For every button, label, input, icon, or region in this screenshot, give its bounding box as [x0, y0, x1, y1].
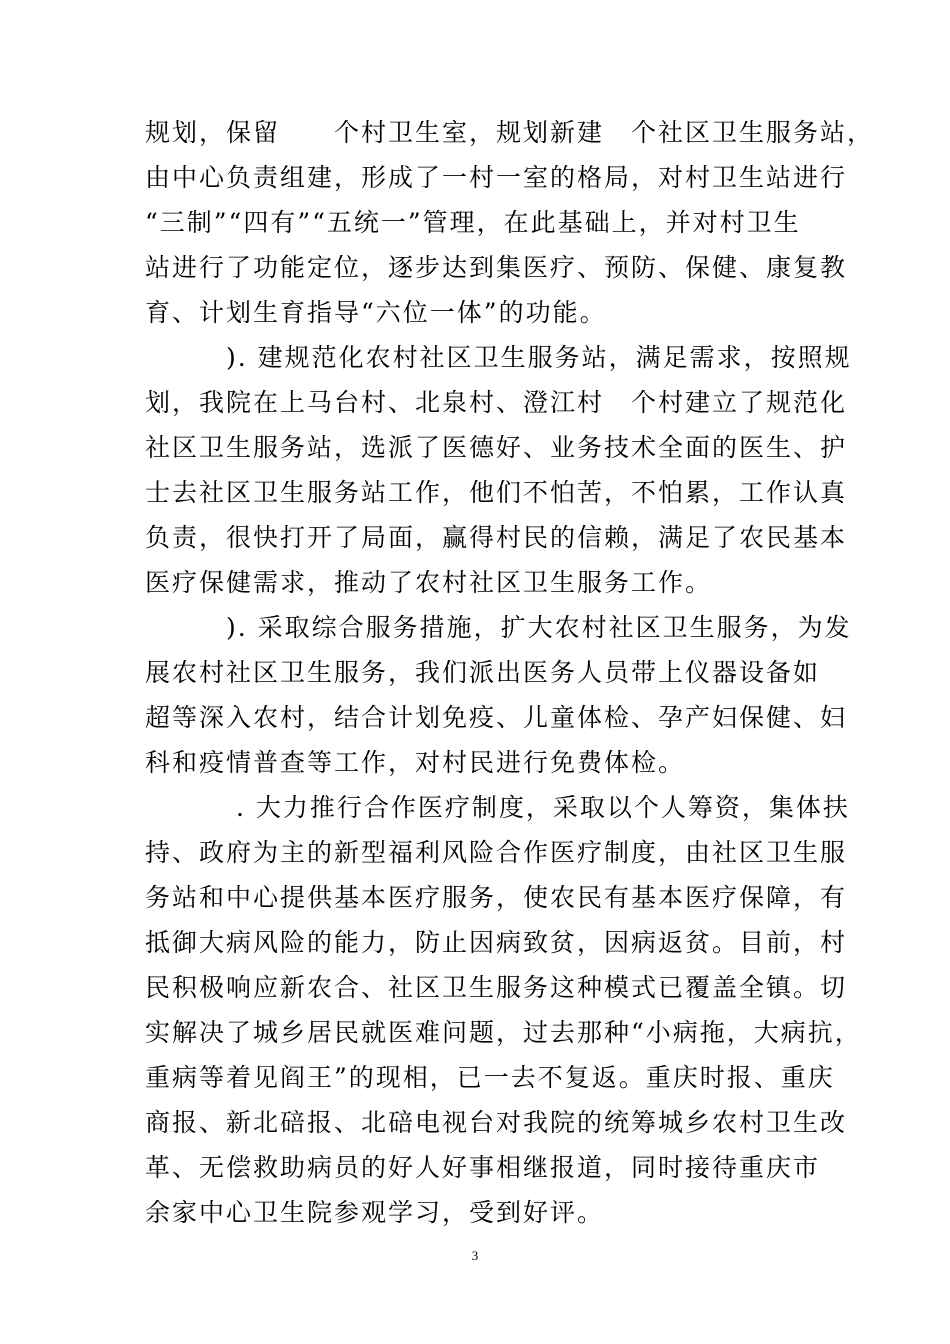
paragraph-4: [145, 785, 862, 1235]
text-line: 务站和中心提供基本医疗服务，使农民有基本医疗保障，有: [145, 883, 848, 912]
text-line: ). 建规范化农村社区卫生服务站，满足需求，按照规: [145, 343, 852, 372]
text-line: 科和疫情普查等工作，对村民进行免费体检。: [145, 748, 686, 777]
paragraph-3: [145, 605, 852, 785]
text-line: ). 采取综合服务措施，扩大农村社区卫生服务，为发: [145, 613, 852, 642]
paragraph-1: [145, 110, 875, 335]
text-line: 负责，很快打开了局面，赢得村民的信赖，满足了农民基本: [145, 523, 848, 552]
text-line: 持、政府为主的新型福利风险合作医疗制度，由社区卫生服: [145, 838, 848, 867]
text-line: 商报、新北碚报、北碚电视台对我院的统筹城乡农村卫生改: [145, 1108, 848, 1137]
text-line: 由中心负责组建，形成了一村一室的格局，对村卫生站进行: [145, 163, 848, 192]
page-number: 3: [471, 1248, 479, 1263]
paragraph-2: [145, 335, 852, 605]
text-line: . 大力推行合作医疗制度，采取以个人筹资，集体扶: [145, 793, 850, 822]
text-line: 育、计划生育指导“六位一体”的功能。: [145, 298, 607, 327]
text-line: 士去社区卫生服务站工作，他们不怕苦，不怕累，工作认真: [145, 478, 848, 507]
text-line: “三制”“四有”“五统一”管理，在此基础上，并对村卫生: [145, 208, 801, 237]
text-line: 抵御大病风险的能力，防止因病致贫，因病返贫。目前，村: [145, 928, 848, 957]
text-line: 医疗保健需求，推动了农村社区卫生服务工作。: [145, 568, 713, 597]
text-line: 社区卫生服务站，选派了医德好、业务技术全面的医生、护: [145, 433, 848, 462]
text-line: 划，我院在上马台村、北泉村、澄江村 个村建立了规范化: [145, 388, 848, 417]
text-line: 革、无偿救助病员的好人好事相继报道，同时接待重庆市: [145, 1153, 821, 1182]
text-line: 站进行了功能定位，逐步达到集医疗、预防、保健、康复教: [145, 253, 848, 282]
text-line: 规划，保留 个村卫生室，规划新建 个社区卫生服务站，: [145, 118, 875, 147]
text-line: 超等深入农村，结合计划免疫、儿童体检、孕产妇保健、妇: [145, 703, 848, 732]
text-line: 重病等着见阎王”的现相，已一去不复返。重庆时报、重庆: [145, 1063, 835, 1092]
text-line: 展农村社区卫生服务，我们派出医务人员带上仪器设备如: [145, 658, 821, 687]
text-line: 实解决了城乡居民就医难问题，过去那种“小病拖，大病抗，: [145, 1018, 862, 1047]
body-text: [145, 110, 875, 1235]
text-line: 民积极响应新农合、社区卫生服务这种模式已覆盖全镇。切: [145, 973, 848, 1002]
text-line: 余家中心卫生院参观学习，受到好评。: [145, 1198, 605, 1227]
